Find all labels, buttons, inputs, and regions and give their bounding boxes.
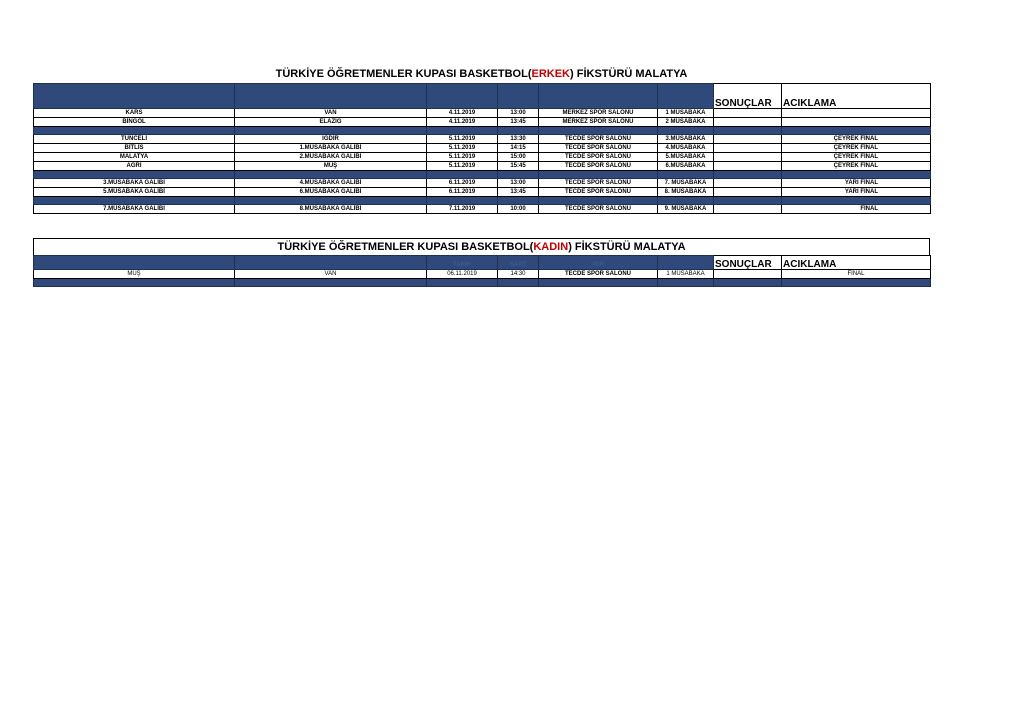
match-number-cell: 1 MÜSABAKA [658, 109, 714, 118]
away-team-cell: ELAZIĞ [235, 118, 427, 127]
venue-cell: TECDE SPOR SALONU [539, 179, 658, 188]
separator-row [34, 197, 931, 205]
title-kadin-highlight: KADIN [533, 241, 569, 253]
band-cell [658, 171, 714, 179]
result-cell [714, 162, 782, 171]
band-cell [498, 127, 539, 135]
result-cell [714, 153, 782, 162]
time-cell: 15:00 [498, 153, 539, 162]
erkek-header-row [34, 84, 931, 109]
band-cell [498, 171, 539, 179]
band-cell [714, 197, 782, 205]
away-team-cell: 4.MÜSABAKA GALİBİ [235, 179, 427, 188]
home-team-cell: BİTLİS [34, 144, 235, 153]
home-team-cell: KARS [34, 109, 235, 118]
venue-cell: TECDE SPOR SALONU [539, 270, 658, 279]
band-cell [235, 197, 427, 205]
result-cell [714, 135, 782, 144]
band-cell [34, 127, 235, 135]
time-cell: 14:15 [498, 144, 539, 153]
band-cell [782, 127, 931, 135]
date-cell: 06.11.2019 [427, 270, 498, 279]
band-cell [782, 279, 931, 287]
note-cell: YARI FİNAL [782, 188, 931, 197]
band-cell [658, 197, 714, 205]
home-team-cell: MALATYA [34, 153, 235, 162]
note-cell: ÇEYREK FİNAL [782, 153, 931, 162]
header-band-cell [235, 84, 427, 109]
away-team-cell: 6.MÜSABAKA GALİBİ [235, 188, 427, 197]
note-cell [782, 118, 931, 127]
date-cell: 5.11.2019 [427, 153, 498, 162]
header-band-cell [498, 84, 539, 109]
separator-row [34, 127, 931, 135]
title-kadin-post: ) FİKSTÜRÜ MALATYA [568, 241, 686, 253]
match-number-cell: 3.MÜSABAKA [658, 135, 714, 144]
match-row [34, 179, 931, 188]
sonuclar-header: SONUÇLAR [714, 84, 782, 109]
note-cell: ÇEYREK FİNAL [782, 162, 931, 171]
result-cell [714, 144, 782, 153]
date-cell: 5.11.2019 [427, 144, 498, 153]
note-cell [782, 109, 931, 118]
date-cell: 4.11.2019 [427, 109, 498, 118]
venue-cell: TECDE SPOR SALONU [539, 188, 658, 197]
band-cell [235, 279, 427, 287]
home-team-cell: AĞRI [34, 162, 235, 171]
venue-cell: TECDE SPOR SALONU [539, 205, 658, 214]
home-team-cell: 5.MÜSABAKA GALİBİ [34, 188, 235, 197]
venue-cell: TECDE SPOR SALONU [539, 153, 658, 162]
time-cell: 14:30 [498, 270, 539, 279]
date-cell: 4.11.2019 [427, 118, 498, 127]
home-team-cell: 3.MÜSABAKA GALİBİ [34, 179, 235, 188]
match-number-cell: 6.MÜSABAKA [658, 162, 714, 171]
venue-cell: MERKEZ SPOR SALONU [539, 118, 658, 127]
date-cell: 5.11.2019 [427, 135, 498, 144]
venue-cell: MERKEZ SPOR SALONU [539, 109, 658, 118]
band-cell [539, 279, 658, 287]
match-row [34, 205, 931, 214]
venue-cell: TECDE SPOR SALONU [539, 162, 658, 171]
band-cell [427, 171, 498, 179]
header-band-cell [539, 84, 658, 109]
aciklama-header: ACIKLAMA [782, 84, 931, 109]
time-cell: 13:00 [498, 109, 539, 118]
date-cell: 7.11.2019 [427, 205, 498, 214]
band-cell [34, 197, 235, 205]
title-erkek-highlight: ERKEK [531, 68, 571, 80]
header-band-cell [658, 84, 714, 109]
home-team-cell: BİNGÖL [34, 118, 235, 127]
band-cell [427, 279, 498, 287]
band-cell [539, 197, 658, 205]
note-cell: ÇEYREK FİNAL [782, 144, 931, 153]
tarih-header: TARİH [427, 256, 498, 270]
result-cell [714, 188, 782, 197]
away-team-cell: 8.MÜSABAKA GALİBİ [235, 205, 427, 214]
match-row [34, 270, 931, 279]
match-row [34, 144, 931, 153]
band-cell [235, 127, 427, 135]
band-cell [498, 197, 539, 205]
note-cell: YARI FİNAL [782, 179, 931, 188]
band-cell [539, 127, 658, 135]
match-row [34, 118, 931, 127]
time-cell: 13:30 [498, 135, 539, 144]
match-number-cell: 5.MÜSABAKA [658, 153, 714, 162]
result-cell [714, 205, 782, 214]
title-kadin-pre: TÜRKİYE ÖĞRETMENLER KUPASI BASKETBOL( [277, 241, 534, 253]
result-cell [714, 179, 782, 188]
match-row [34, 153, 931, 162]
note-cell: ÇEYREK FİNAL [782, 135, 931, 144]
title-erkek [33, 68, 930, 80]
header-band-cell [427, 84, 498, 109]
time-cell: 10:00 [498, 205, 539, 214]
away-team-cell: VAN [235, 270, 427, 279]
band-cell [235, 171, 427, 179]
band-cell [782, 171, 931, 179]
note-cell: FİNAL [782, 270, 931, 279]
away-team-cell: 1.MÜSABAKA GALİBİ [235, 144, 427, 153]
match-number-cell: 4.MÜSABAKA [658, 144, 714, 153]
sonuclar-header: SONUÇLAR [714, 256, 782, 270]
match-row [34, 135, 931, 144]
band-cell [714, 279, 782, 287]
separator-row [34, 171, 931, 179]
kadin-header-row [34, 256, 931, 270]
match-row [34, 162, 931, 171]
note-cell: FİNAL [782, 205, 931, 214]
match-row [34, 109, 931, 118]
match-number-cell: 2 MÜSABAKA [658, 118, 714, 127]
title-erkek-pre: TÜRKİYE ÖĞRETMENLER KUPASI BASKETBOL( [275, 68, 532, 80]
bottom-band-row [34, 279, 931, 287]
header-band-cell [235, 256, 427, 270]
band-cell [539, 171, 658, 179]
band-cell [427, 197, 498, 205]
home-team-cell: MUŞ [34, 270, 235, 279]
header-band-cell [34, 84, 235, 109]
title-kadin [33, 241, 930, 253]
band-cell [34, 171, 235, 179]
band-cell [498, 279, 539, 287]
match-row [34, 188, 931, 197]
match-number-cell: 9. MÜSABAKA [658, 205, 714, 214]
band-cell [658, 127, 714, 135]
saat-header: SAAT [498, 256, 539, 270]
match-number-cell: 8. MÜSABAKA [658, 188, 714, 197]
time-cell: 13:00 [498, 179, 539, 188]
band-cell [714, 171, 782, 179]
date-cell: 5.11.2019 [427, 162, 498, 171]
kadin-fixture-table [33, 255, 931, 287]
time-cell: 13:45 [498, 118, 539, 127]
time-cell: 13:45 [498, 188, 539, 197]
band-cell [34, 279, 235, 287]
aciklama-header: ACIKLAMA [782, 256, 931, 270]
venue-cell: TECDE SPOR SALONU [539, 144, 658, 153]
title-erkek-post: ) FİKSTÜRÜ MALATYA [570, 68, 688, 80]
date-cell: 6.11.2019 [427, 188, 498, 197]
away-team-cell: MUŞ [235, 162, 427, 171]
band-cell [427, 127, 498, 135]
header-band-cell [658, 256, 714, 270]
band-cell [714, 127, 782, 135]
band-cell [658, 279, 714, 287]
home-team-cell: TUNCELİ [34, 135, 235, 144]
header-band-cell [34, 256, 235, 270]
match-number-cell: 1 MÜSABAKA [658, 270, 714, 279]
band-cell [782, 197, 931, 205]
time-cell: 15:45 [498, 162, 539, 171]
match-number-cell: 7. MÜSABAKA [658, 179, 714, 188]
result-cell [714, 270, 782, 279]
yer-header: YER [539, 256, 658, 270]
venue-cell: TECDE SPOR SALONU [539, 135, 658, 144]
away-team-cell: IĞDIR [235, 135, 427, 144]
away-team-cell: VAN [235, 109, 427, 118]
result-cell [714, 118, 782, 127]
erkek-fixture-table [33, 83, 931, 214]
away-team-cell: 2.MÜSABAKA GALİBİ [235, 153, 427, 162]
result-cell [714, 109, 782, 118]
date-cell: 6.11.2019 [427, 179, 498, 188]
home-team-cell: 7.MÜSABAKA GALİBİ [34, 205, 235, 214]
